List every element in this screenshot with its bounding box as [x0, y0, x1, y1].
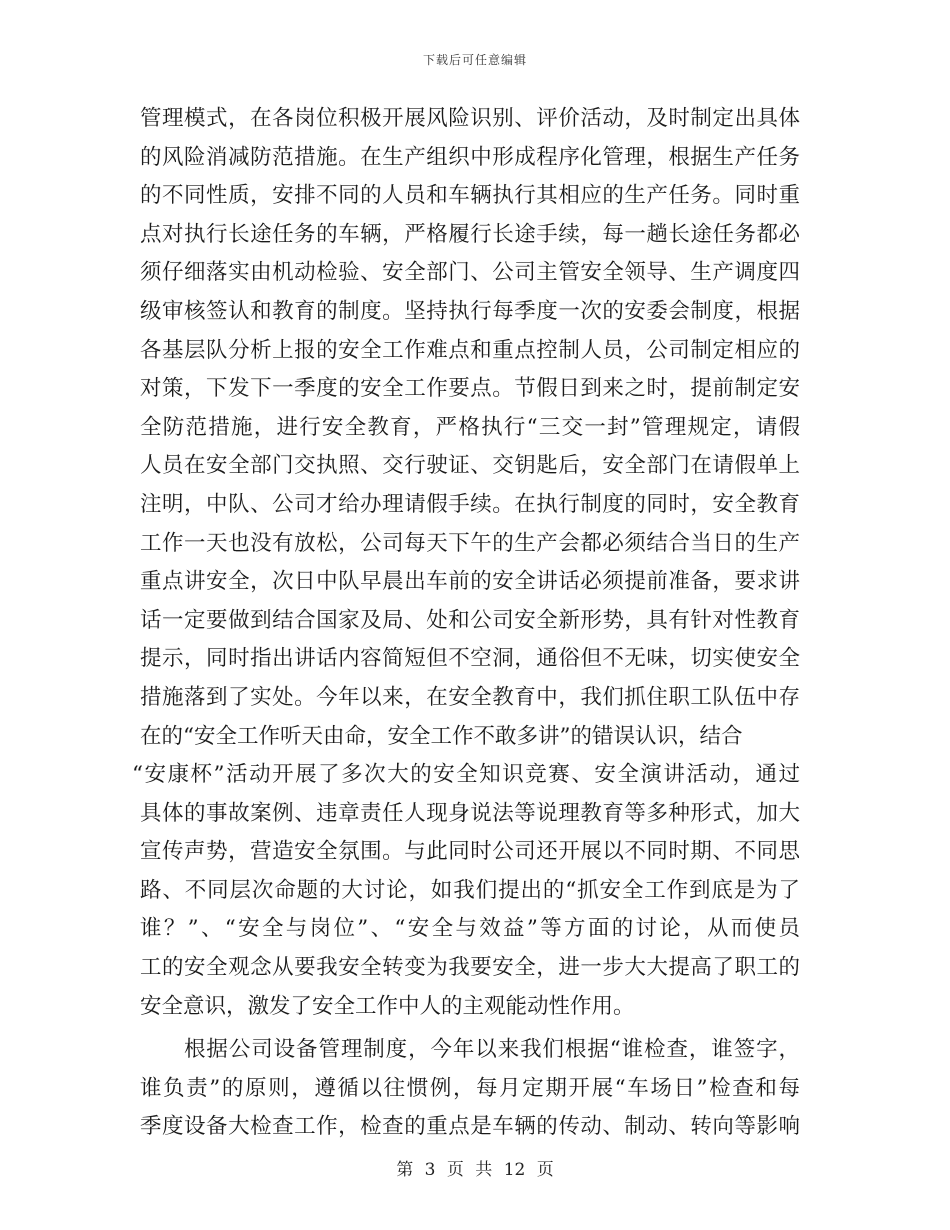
document-body [132, 100, 800, 1147]
text-line: 工的安全观念从要我安全转变为我要安全，进一步大大提高了职工的 [140, 955, 800, 981]
paragraph-1 [132, 100, 800, 1026]
text-line: 点对执行长途任务的车辆，严格履行长途手续，每一趟长途任务都必 [140, 221, 800, 247]
text-line: 在的“安全工作听天由命，安全工作不敢多讲”的错误认识，结合 [140, 723, 743, 749]
text-line: 级审核签认和教育的制度。坚持执行每季度一次的安委会制度，根据 [140, 298, 800, 324]
text-line: 的不同性质，安排不同的人员和车辆执行其相应的生产任务。同时重 [140, 183, 800, 209]
page-footer: 第 3 页 共 12 页 [396, 1160, 554, 1180]
text-line: 路、不同层次命题的大讨论，如我们提出的“抓安全工作到底是为了 [140, 877, 800, 903]
text-line: 谁？”、“安全与岗位”、“安全与效益”等方面的讨论，从而使员 [140, 916, 800, 942]
text-line: 对策，下发下一季度的安全工作要点。节假日到来之时，提前制定安 [140, 376, 800, 402]
text-line: 宣传声势，营造安全氛围。与此同时公司还开展以不同时期、不同思 [140, 839, 800, 865]
text-line: 的风险消减防范措施。在生产组织中形成程序化管理，根据生产任务 [140, 144, 800, 170]
text-line: 季度设备大检查工作，检查的重点是车辆的传动、制动、转向等影响 [140, 1114, 800, 1140]
text-line: 根据公司设备管理制度，今年以来我们根据“谁检查，谁签字， [184, 1037, 800, 1063]
text-line: 提示，同时指出讲话内容简短但不空洞，通俗但不无味，切实使安全 [140, 646, 800, 672]
text-line: 话一定要做到结合国家及局、处和公司安全新形势，具有针对性教育 [140, 607, 800, 633]
text-line: 人员在安全部门交执照、交行驶证、交钥匙后，安全部门在请假单上 [140, 453, 800, 479]
text-line: 措施落到了实处。今年以来，在安全教育中，我们抓住职工队伍中存 [140, 684, 800, 710]
text-line: 全防范措施，进行安全教育，严格执行“三交一封”管理规定，请假 [140, 414, 800, 440]
text-line: 各基层队分析上报的安全工作难点和重点控制人员，公司制定相应的 [140, 337, 800, 363]
text-line: 具体的事故案例、违章责任人现身说法等说理教育等多种形式，加大 [140, 800, 800, 826]
text-line: 谁负责”的原则，遵循以往惯例，每月定期开展“车场日”检查和每 [140, 1075, 800, 1101]
text-line: 注明，中队、公司才给办理请假手续。在执行制度的同时，安全教育 [140, 491, 800, 517]
text-line: “安康杯”活动开展了多次大的安全知识竞赛、安全演讲活动，通过 [132, 762, 800, 788]
text-line: 管理模式，在各岗位积极开展风险识别、评价活动，及时制定出具体 [140, 106, 800, 131]
text-line: 安全意识，激发了安全工作中人的主观能动性作用。 [140, 993, 635, 1019]
page-header: 下载后可任意编辑 [422, 53, 527, 67]
text-line: 重点讲安全，次日中队早晨出车前的安全讲话必须提前准备，要求讲 [140, 569, 800, 595]
text-line: 工作一天也没有放松，公司每天下午的生产会都必须结合当日的生产 [140, 530, 800, 556]
paragraph-2 [140, 1031, 800, 1147]
text-line: 须仔细落实由机动检验、安全部门、公司主管安全领导、生产调度四 [140, 260, 800, 286]
